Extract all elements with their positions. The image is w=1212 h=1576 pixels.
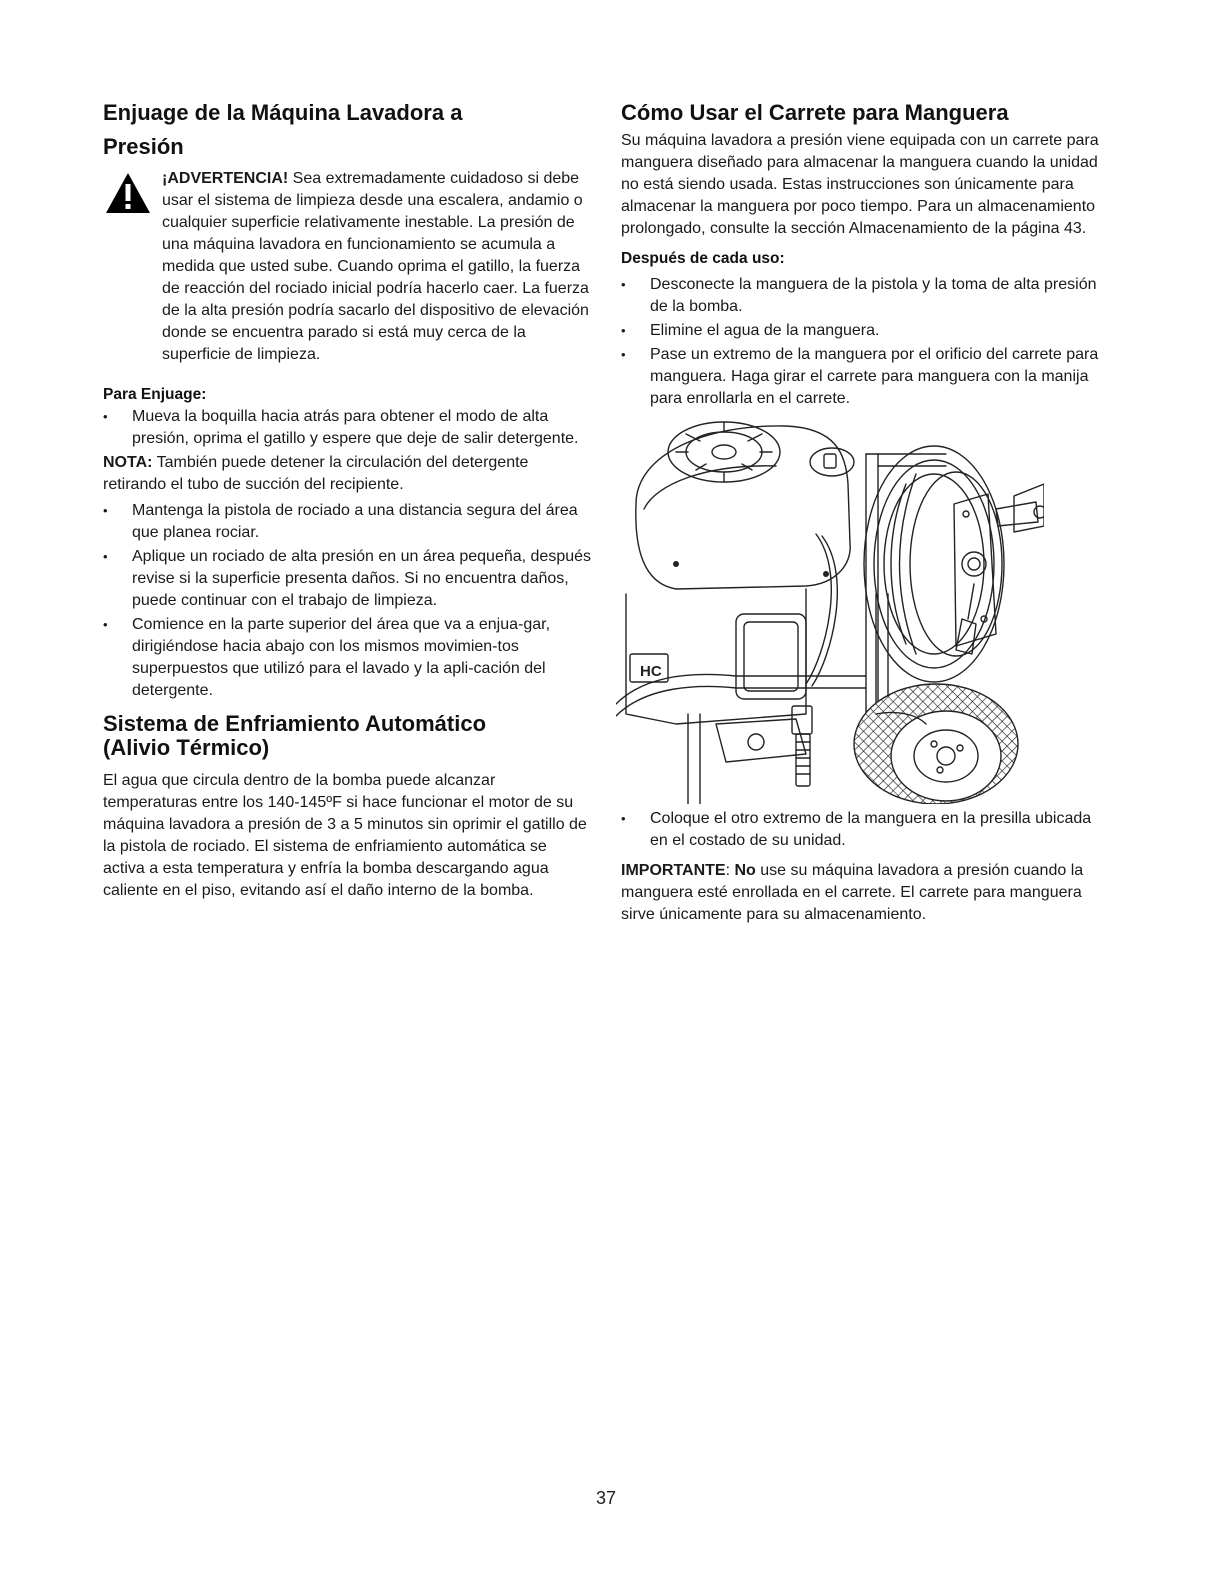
warning-body: Sea extremadamente cuidadoso si debe usar el sistema de limpieza desde una escalera, andamio o cualquier superficie relativamente inestable. La presión de una máquina lavadora en funcionamiento se acumula a medida que usted sube. Cuando oprima el gatillo, la fuerza de reacción del rociado inicial podría hacerlo caer. La fuerza de la alta presión podría sacarlo del dispositivo de elevación donde se encuentra parado si está muy cerca de la superficie de limpieza.: [162, 170, 589, 363]
rinse-heading: [103, 96, 593, 164]
list-item: • Coloque el otro extremo de la manguera en la presilla ubicada en el costado de su unidad.: [621, 808, 1101, 852]
list-item: • Mueva la boquilla hacia atrás para obtener el modo de alta presión, oprima el gatillo y espere que deje de salir detergente.: [103, 406, 593, 450]
cooling-text: El agua que circula dentro de la bomba puede alcanzar temperaturas entre los 140-145ºF si hace funcionar el motor de su máquina lavadora a presión de 3 a 5 minutos sin oprimir el gatillo de la pistola de rociado. El sistema de enfriamiento automática se activa a esta temperatura y enfría la bomba descargando agua caliente en el piso, evitando así el daño interno de la bomba.: [103, 772, 587, 899]
right-column: [621, 96, 1101, 926]
rinse-subheading: Para Enjuage:: [103, 386, 207, 403]
rinse-list-1: [103, 406, 593, 450]
warning-block: [103, 168, 593, 366]
list-item: • Comience en la parte superior del área que va a enjua-gar, dirigiéndose hacia abajo con los mismos movimien-tos superpuestos que utilizó para el lavado y la apli-cación del detergente.: [103, 614, 593, 702]
list-item: • Elimine el agua de la manguera.: [621, 320, 1101, 342]
warning-label: ¡ADVERTENCIA!: [162, 170, 289, 187]
list-item: • Aplique un rociado de alta presión en un área pequeña, después revise si la superficie presenta daños. Si no encuentra daños, puede continuar con el trabajo de limpieza.: [103, 546, 593, 612]
important-label: IMPORTANTE: [621, 862, 726, 879]
warning-triangle-icon: [105, 172, 151, 214]
warning-text: [162, 168, 593, 366]
pressure-washer-illustration: [616, 414, 1044, 804]
important-body: use su máquina lavadora a presión cuando la manguera esté enrollada en el carrete. El carrete para manguera sirve únicamente para su almacenamiento.: [621, 862, 1084, 923]
cooling-heading: [103, 712, 593, 760]
storage-list: [621, 808, 1101, 852]
important-paragraph: [621, 860, 1101, 926]
note-label: NOTA:: [103, 454, 153, 471]
cooling-heading-line2: (Alivio Térmico): [103, 735, 270, 760]
after-use-list: [621, 274, 1101, 410]
note-body: También puede detener la circulación del detergente retirando el tubo de succión del recipiente.: [103, 454, 529, 493]
important-colon: :: [725, 862, 735, 879]
hose-reel-heading: Cómo Usar el Carrete para Manguera: [621, 100, 1009, 125]
note-paragraph: [103, 452, 593, 496]
rinse-heading-line1: Enjuage de la Máquina Lavadora a: [103, 100, 463, 125]
cooling-heading-line1: Sistema de Enfriamiento Automático: [103, 711, 487, 736]
hose-reel-intro: Su máquina lavadora a presión viene equipada con un carrete para manguera diseñado para almacenar la manguera cuando la unidad no está siendo usada. Estas instrucciones son únicamente para almacenar la manguera por poco tiempo. Para un almacenamiento prolongado, consulte la sección Almacenamiento de la página 43.: [621, 132, 1099, 237]
after-use-subheading: Después de cada uso:: [621, 250, 785, 267]
list-item: • Desconecte la manguera de la pistola y la toma de alta presión de la bomba.: [621, 274, 1101, 318]
list-item: • Pase un extremo de la manguera por el orificio del carrete para manguera. Haga girar el carrete para manguera con la manija para enrollarla en el carrete.: [621, 344, 1101, 410]
engine-label: HC: [640, 663, 662, 680]
rinse-heading-line2: Presión: [103, 134, 184, 159]
list-item: • Mantenga la pistola de rociado a una distancia segura del área que planea rociar.: [103, 500, 593, 544]
left-column: [103, 96, 593, 902]
rinse-list-2: [103, 500, 593, 702]
page-number: 37: [595, 1488, 617, 1508]
important-no: No: [734, 862, 756, 879]
